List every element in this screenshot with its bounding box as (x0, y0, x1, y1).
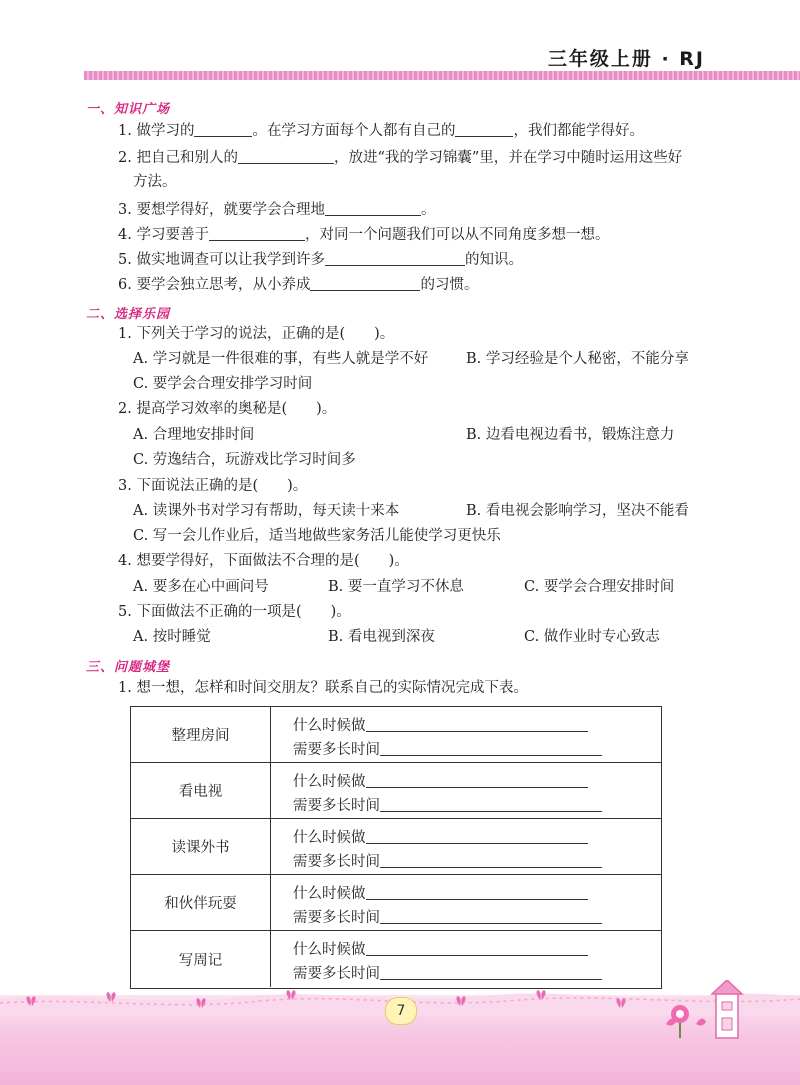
section-title-choices: 二、选择乐园 (86, 307, 171, 322)
duration-field: 需要多长时间 (293, 794, 602, 815)
page-number: 7 (385, 997, 417, 1025)
sprout-decorations-icon (20, 988, 640, 1018)
s2-q1-option-a[interactable]: A. 学习就是一件很难的事，有些人就是学不好 (133, 351, 429, 367)
s2-q4-option-b[interactable]: B. 要一直学习不休息 (328, 579, 464, 595)
answer-blank[interactable] (366, 827, 588, 844)
answer-blank[interactable] (380, 739, 602, 756)
s2-q2-option-c[interactable]: C. 劳逸结合，玩游戏比学习时间多 (133, 452, 356, 468)
s1-question-3: 3. 要想学得好，就要学会合理地 。 (118, 199, 435, 220)
answer-blank[interactable] (194, 120, 252, 137)
s2-q5-option-c[interactable]: C. 做作业时专心致志 (524, 629, 660, 645)
s2-question-3: 3. 下面说法正确的是( )。 (118, 478, 308, 494)
header-decorative-band (84, 71, 800, 80)
activity-cell: 看电视 (131, 763, 271, 818)
s2-q2-option-b[interactable]: B. 边看电视边看书，锻炼注意力 (466, 427, 675, 443)
answer-blank[interactable] (366, 715, 588, 732)
answer-blank[interactable] (366, 939, 588, 956)
castle-tower-icon (660, 980, 750, 1040)
duration-field: 需要多长时间 (293, 906, 602, 927)
answer-blank[interactable] (380, 963, 602, 980)
section-title-problems: 三、问题城堡 (86, 660, 171, 675)
s2-q1-option-b[interactable]: B. 学习经验是个人秘密，不能分享 (466, 351, 689, 367)
answer-blank[interactable] (238, 147, 334, 164)
answer-blank[interactable] (310, 274, 420, 291)
table-row (131, 931, 661, 987)
s2-q3-option-b[interactable]: B. 看电视会影响学习，坚决不能看 (466, 503, 689, 519)
s2-q1-option-c[interactable]: C. 要学会合理安排学习时间 (133, 376, 313, 392)
s2-question-5: 5. 下面做法不正确的一项是( )。 (118, 604, 351, 620)
answer-blank[interactable] (366, 883, 588, 900)
answer-blank[interactable] (380, 795, 602, 812)
answer-blank[interactable] (325, 249, 465, 266)
s2-q5-option-a[interactable]: A. 按时睡觉 (133, 629, 211, 645)
duration-field: 需要多长时间 (293, 962, 602, 983)
table-row (131, 763, 661, 819)
s2-q3-option-a[interactable]: A. 读课外书对学习有帮助，每天读十来本 (133, 503, 400, 519)
table-row (131, 875, 661, 931)
when-field: 什么时候做 (293, 882, 588, 903)
answer-blank[interactable] (380, 907, 602, 924)
when-field: 什么时候做 (293, 770, 588, 791)
s2-question-4: 4. 想要学得好，下面做法不合理的是( )。 (118, 553, 409, 569)
s1-question-2: 2. 把自己和别人的 ，放进“我的学习锦囊”里，并在学习中随时运用这些好 (118, 147, 682, 168)
answer-blank[interactable] (380, 851, 602, 868)
s1-question-1: 1. 做学习的 。在学习方面每个人都有自己的 ，我们都能学得好。 (118, 120, 644, 141)
s2-question-2: 2. 提高学习效率的奥秘是( )。 (118, 401, 337, 417)
activity-cell: 整理房间 (131, 707, 271, 762)
activity-cell: 写周记 (131, 931, 271, 987)
duration-field: 需要多长时间 (293, 850, 602, 871)
s2-q4-option-c[interactable]: C. 要学会合理安排时间 (524, 579, 675, 595)
duration-field: 需要多长时间 (293, 738, 602, 759)
s2-q5-option-b[interactable]: B. 看电视到深夜 (328, 629, 435, 645)
s1-question-6: 6. 要学会独立思考，从小养成 的习惯。 (118, 274, 478, 295)
when-field: 什么时候做 (293, 826, 588, 847)
time-planning-table (130, 706, 662, 989)
answer-blank[interactable] (366, 771, 588, 788)
table-row (131, 819, 661, 875)
s1-question-2-cont: 方法。 (133, 174, 177, 190)
s2-q4-option-a[interactable]: A. 要多在心中画问号 (133, 579, 269, 595)
s1-question-4: 4. 学习要善于 ，对同一个问题我们可以从不同角度多想一想。 (118, 224, 609, 245)
when-field: 什么时候做 (293, 714, 588, 735)
s2-question-1: 1. 下列关于学习的说法，正确的是( )。 (118, 326, 395, 342)
table-row (131, 707, 661, 763)
when-field: 什么时候做 (293, 938, 588, 959)
s2-q2-option-a[interactable]: A. 合理地安排时间 (133, 427, 255, 443)
s1-question-5: 5. 做实地调查可以让我学到许多 的知识。 (118, 249, 523, 270)
activity-cell: 读课外书 (131, 819, 271, 874)
section-title-knowledge: 一、知识广场 (86, 102, 171, 117)
activity-cell: 和伙伴玩耍 (131, 875, 271, 930)
s2-q3-option-c[interactable]: C. 写一会儿作业后，适当地做些家务活儿能使学习更快乐 (133, 528, 501, 544)
s3-question-1: 1. 想一想，怎样和时间交朋友？联系自己的实际情况完成下表。 (118, 680, 528, 696)
answer-blank[interactable] (325, 199, 421, 216)
page-header-title: 三年级上册 · RJ (547, 48, 705, 70)
answer-blank[interactable] (209, 224, 305, 241)
answer-blank[interactable] (455, 120, 513, 137)
